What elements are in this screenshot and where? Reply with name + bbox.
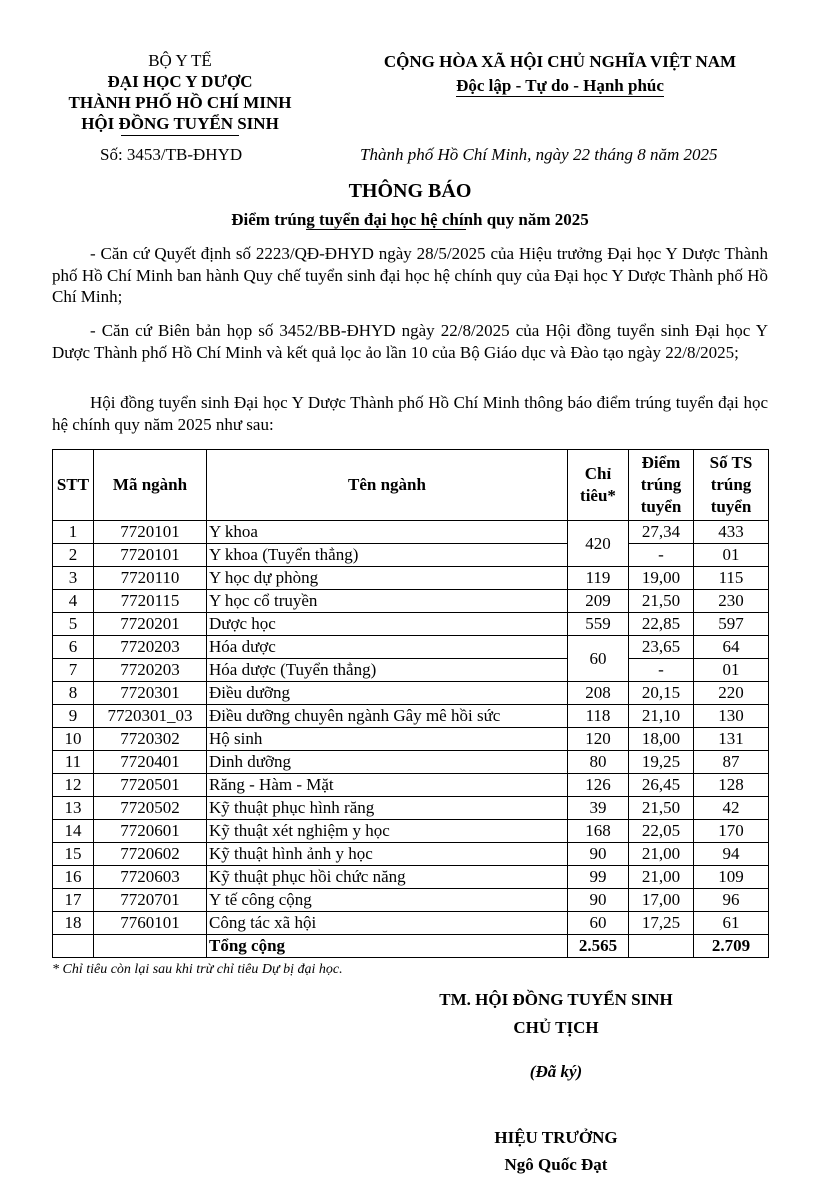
cell-major-code: 7720601 (94, 820, 207, 843)
cell-quota: 99 (568, 866, 629, 889)
cell-quota: 168 (568, 820, 629, 843)
table-row (53, 866, 769, 889)
cell-score: - (629, 544, 694, 567)
cell-score: 21,10 (629, 705, 694, 728)
document-date: Thành phố Hồ Chí Minh, ngày 22 tháng 8 năm 2025 (360, 145, 718, 164)
cell-admitted: 433 (694, 521, 769, 544)
cell-admitted: 130 (694, 705, 769, 728)
total-quota: 2.565 (568, 935, 629, 958)
cell-major-name: Kỹ thuật xét nghiệm y học (207, 820, 568, 843)
cell-stt: 8 (53, 682, 94, 705)
header-quota: Chỉ tiêu* (568, 450, 629, 521)
cell-admitted: 170 (694, 820, 769, 843)
header-stt: STT (53, 450, 94, 521)
admission-score-table (52, 449, 769, 958)
cell-stt: 10 (53, 728, 94, 751)
cell-score: - (629, 659, 694, 682)
cell-quota: 208 (568, 682, 629, 705)
cell-major-name: Y khoa (207, 521, 568, 544)
cell-major-code: 7720602 (94, 843, 207, 866)
header-major-name: Tên ngành (207, 450, 568, 521)
cell-stt: 5 (53, 613, 94, 636)
signer-name: Ngô Quốc Đạt (504, 1155, 608, 1174)
cell-quota: 118 (568, 705, 629, 728)
cell-score: 20,15 (629, 682, 694, 705)
country-name: CỘNG HÒA XÃ HỘI CHỦ NGHĨA VIỆT NAM (383, 52, 737, 71)
issuer-header (30, 50, 330, 136)
cell-admitted: 42 (694, 797, 769, 820)
cell-quota: 80 (568, 751, 629, 774)
table-row (53, 751, 769, 774)
paragraph-text: - Căn cứ Quyết định số 2223/QĐ-ĐHYD ngày 28/5/2025 của Hiệu trưởng Đại học Y Dược Thành phố Hồ Chí Minh ban hành Quy chế tuyển sinh đại học hệ chính quy của Đại học Y Dược Thành phố Hồ Chí Minh; (52, 244, 768, 307)
signer-on-behalf: TM. HỘI ĐỒNG TUYỂN SINH (439, 990, 673, 1009)
cell-quota: 120 (568, 728, 629, 751)
document-number: Số: 3453/TB-ĐHYD (100, 145, 243, 164)
cell-quota: 559 (568, 613, 629, 636)
cell-major-name: Y học cổ truyền (207, 590, 568, 613)
table-row (53, 659, 769, 682)
cell-major-code: 7720401 (94, 751, 207, 774)
header-admitted: Số TS trúng tuyển (694, 450, 769, 521)
cell-major-code: 7720502 (94, 797, 207, 820)
cell-score: 17,25 (629, 912, 694, 935)
paragraph-announcement (52, 392, 768, 435)
cell-admitted: 87 (694, 751, 769, 774)
paragraph-basis-1 (52, 243, 768, 308)
cell-major-code: 7720302 (94, 728, 207, 751)
cell-quota: 209 (568, 590, 629, 613)
cell-major-code: 7720603 (94, 866, 207, 889)
cell-admitted: 96 (694, 889, 769, 912)
quota-footnote: * Chỉ tiêu còn lại sau khi trừ chỉ tiêu Dự bị đại học. (52, 962, 343, 977)
cell-score: 23,65 (629, 636, 694, 659)
document-title: THÔNG BÁO (348, 180, 472, 202)
cell-admitted: 131 (694, 728, 769, 751)
document-subtitle: Điểm trúng tuyển đại học hệ chính quy năm 2025 (231, 210, 589, 229)
cell-stt: 3 (53, 567, 94, 590)
cell-score: 19,25 (629, 751, 694, 774)
paragraph-text: - Căn cứ Biên bản họp số 3452/BB-ĐHYD ngày 22/8/2025 của Hội đồng tuyển sinh Đại học Y Dược Thành phố Hồ Chí Minh và kết quả lọc ảo lần 10 của Bộ Giáo dục và Đào tạo ngày 22/8/2025; (52, 321, 768, 362)
cell-empty (94, 935, 207, 958)
cell-major-name: Điều dưỡng (207, 682, 568, 705)
cell-quota: 39 (568, 797, 629, 820)
paragraph-text: Hội đồng tuyển sinh Đại học Y Dược Thành phố Hồ Chí Minh thông báo điểm trúng tuyển đại học hệ chính quy năm 2025 như sau: (52, 393, 768, 434)
cell-admitted: 230 (694, 590, 769, 613)
subtitle-underline (306, 229, 466, 230)
cell-major-name: Dinh dưỡng (207, 751, 568, 774)
cell-major-code: 7720201 (94, 613, 207, 636)
cell-admitted: 597 (694, 613, 769, 636)
cell-major-name: Kỹ thuật hình ảnh y học (207, 843, 568, 866)
cell-score: 19,00 (629, 567, 694, 590)
table-row (53, 590, 769, 613)
cell-stt: 15 (53, 843, 94, 866)
cell-major-name: Y khoa (Tuyển thẳng) (207, 544, 568, 567)
cell-major-name: Hộ sinh (207, 728, 568, 751)
signer-position: CHỦ TỊCH (513, 1018, 599, 1037)
table-row (53, 728, 769, 751)
cell-major-code: 7720203 (94, 636, 207, 659)
paragraph-basis-2 (52, 320, 768, 363)
table-row (53, 544, 769, 567)
cell-major-name: Y tế công cộng (207, 889, 568, 912)
national-header (330, 50, 790, 98)
signed-note: (Đã ký) (529, 1062, 583, 1081)
table-row (53, 567, 769, 590)
cell-score: 22,05 (629, 820, 694, 843)
cell-stt: 18 (53, 912, 94, 935)
cell-score: 21,00 (629, 843, 694, 866)
header-major-code: Mã ngành (94, 450, 207, 521)
table-row (53, 682, 769, 705)
cell-quota: 60 (568, 912, 629, 935)
cell-score: 22,85 (629, 613, 694, 636)
cell-score: 21,50 (629, 590, 694, 613)
cell-score: 18,00 (629, 728, 694, 751)
table-row (53, 912, 769, 935)
signer-role: HIỆU TRƯỞNG (494, 1128, 618, 1147)
table-row (53, 613, 769, 636)
cell-empty (53, 935, 94, 958)
cell-admitted: 128 (694, 774, 769, 797)
cell-stt: 17 (53, 889, 94, 912)
cell-score: 27,34 (629, 521, 694, 544)
cell-major-name: Hóa dược (207, 636, 568, 659)
cell-major-code: 7720203 (94, 659, 207, 682)
university-name: ĐẠI HỌC Y DƯỢC (107, 72, 253, 91)
table-header-row (53, 450, 769, 521)
cell-major-name: Hóa dược (Tuyển thẳng) (207, 659, 568, 682)
table-total-row (53, 935, 769, 958)
cell-admitted: 109 (694, 866, 769, 889)
cell-stt: 11 (53, 751, 94, 774)
cell-major-code: 7720110 (94, 567, 207, 590)
cell-quota: 420 (568, 521, 629, 567)
header-score: Điểm trúng tuyển (629, 450, 694, 521)
table-row (53, 797, 769, 820)
cell-quota: 119 (568, 567, 629, 590)
table-row (53, 889, 769, 912)
cell-admitted: 01 (694, 659, 769, 682)
cell-score: 17,00 (629, 889, 694, 912)
cell-stt: 12 (53, 774, 94, 797)
table-row (53, 521, 769, 544)
cell-major-name: Kỹ thuật phục hình răng (207, 797, 568, 820)
cell-major-code: 7720301 (94, 682, 207, 705)
national-motto: Độc lập - Tự do - Hạnh phúc (456, 76, 664, 95)
table-body (53, 521, 769, 958)
cell-admitted: 61 (694, 912, 769, 935)
cell-quota: 60 (568, 636, 629, 682)
cell-stt: 13 (53, 797, 94, 820)
university-city: THÀNH PHỐ HỒ CHÍ MINH (68, 93, 292, 112)
cell-score: 26,45 (629, 774, 694, 797)
cell-admitted: 01 (694, 544, 769, 567)
total-label: Tổng cộng (207, 935, 568, 958)
cell-major-code: 7720301_03 (94, 705, 207, 728)
cell-stt: 2 (53, 544, 94, 567)
table-row (53, 820, 769, 843)
cell-major-code: 7720115 (94, 590, 207, 613)
table-row (53, 843, 769, 866)
cell-admitted: 115 (694, 567, 769, 590)
cell-major-name: Dược học (207, 613, 568, 636)
cell-quota: 90 (568, 843, 629, 866)
cell-score: 21,00 (629, 866, 694, 889)
cell-stt: 7 (53, 659, 94, 682)
cell-major-name: Kỹ thuật phục hồi chức năng (207, 866, 568, 889)
cell-stt: 6 (53, 636, 94, 659)
cell-quota: 126 (568, 774, 629, 797)
table-row (53, 636, 769, 659)
cell-major-name: Điều dưỡng chuyên ngành Gây mê hồi sức (207, 705, 568, 728)
cell-major-code: 7720101 (94, 544, 207, 567)
cell-empty (629, 935, 694, 958)
cell-stt: 9 (53, 705, 94, 728)
cell-major-name: Răng - Hàm - Mặt (207, 774, 568, 797)
total-admitted: 2.709 (694, 935, 769, 958)
cell-admitted: 220 (694, 682, 769, 705)
cell-major-code: 7760101 (94, 912, 207, 935)
cell-major-name: Y học dự phòng (207, 567, 568, 590)
cell-stt: 4 (53, 590, 94, 613)
cell-major-code: 7720101 (94, 521, 207, 544)
cell-admitted: 64 (694, 636, 769, 659)
council-name: HỘI ĐỒNG TUYỂN SINH (81, 114, 279, 133)
cell-score: 21,50 (629, 797, 694, 820)
header-divider (121, 135, 239, 136)
table-row (53, 705, 769, 728)
cell-admitted: 94 (694, 843, 769, 866)
ministry-name: BỘ Y TẾ (148, 51, 212, 70)
cell-stt: 16 (53, 866, 94, 889)
cell-major-name: Công tác xã hội (207, 912, 568, 935)
table-row (53, 774, 769, 797)
cell-stt: 14 (53, 820, 94, 843)
cell-quota: 90 (568, 889, 629, 912)
cell-major-code: 7720501 (94, 774, 207, 797)
cell-major-code: 7720701 (94, 889, 207, 912)
cell-stt: 1 (53, 521, 94, 544)
